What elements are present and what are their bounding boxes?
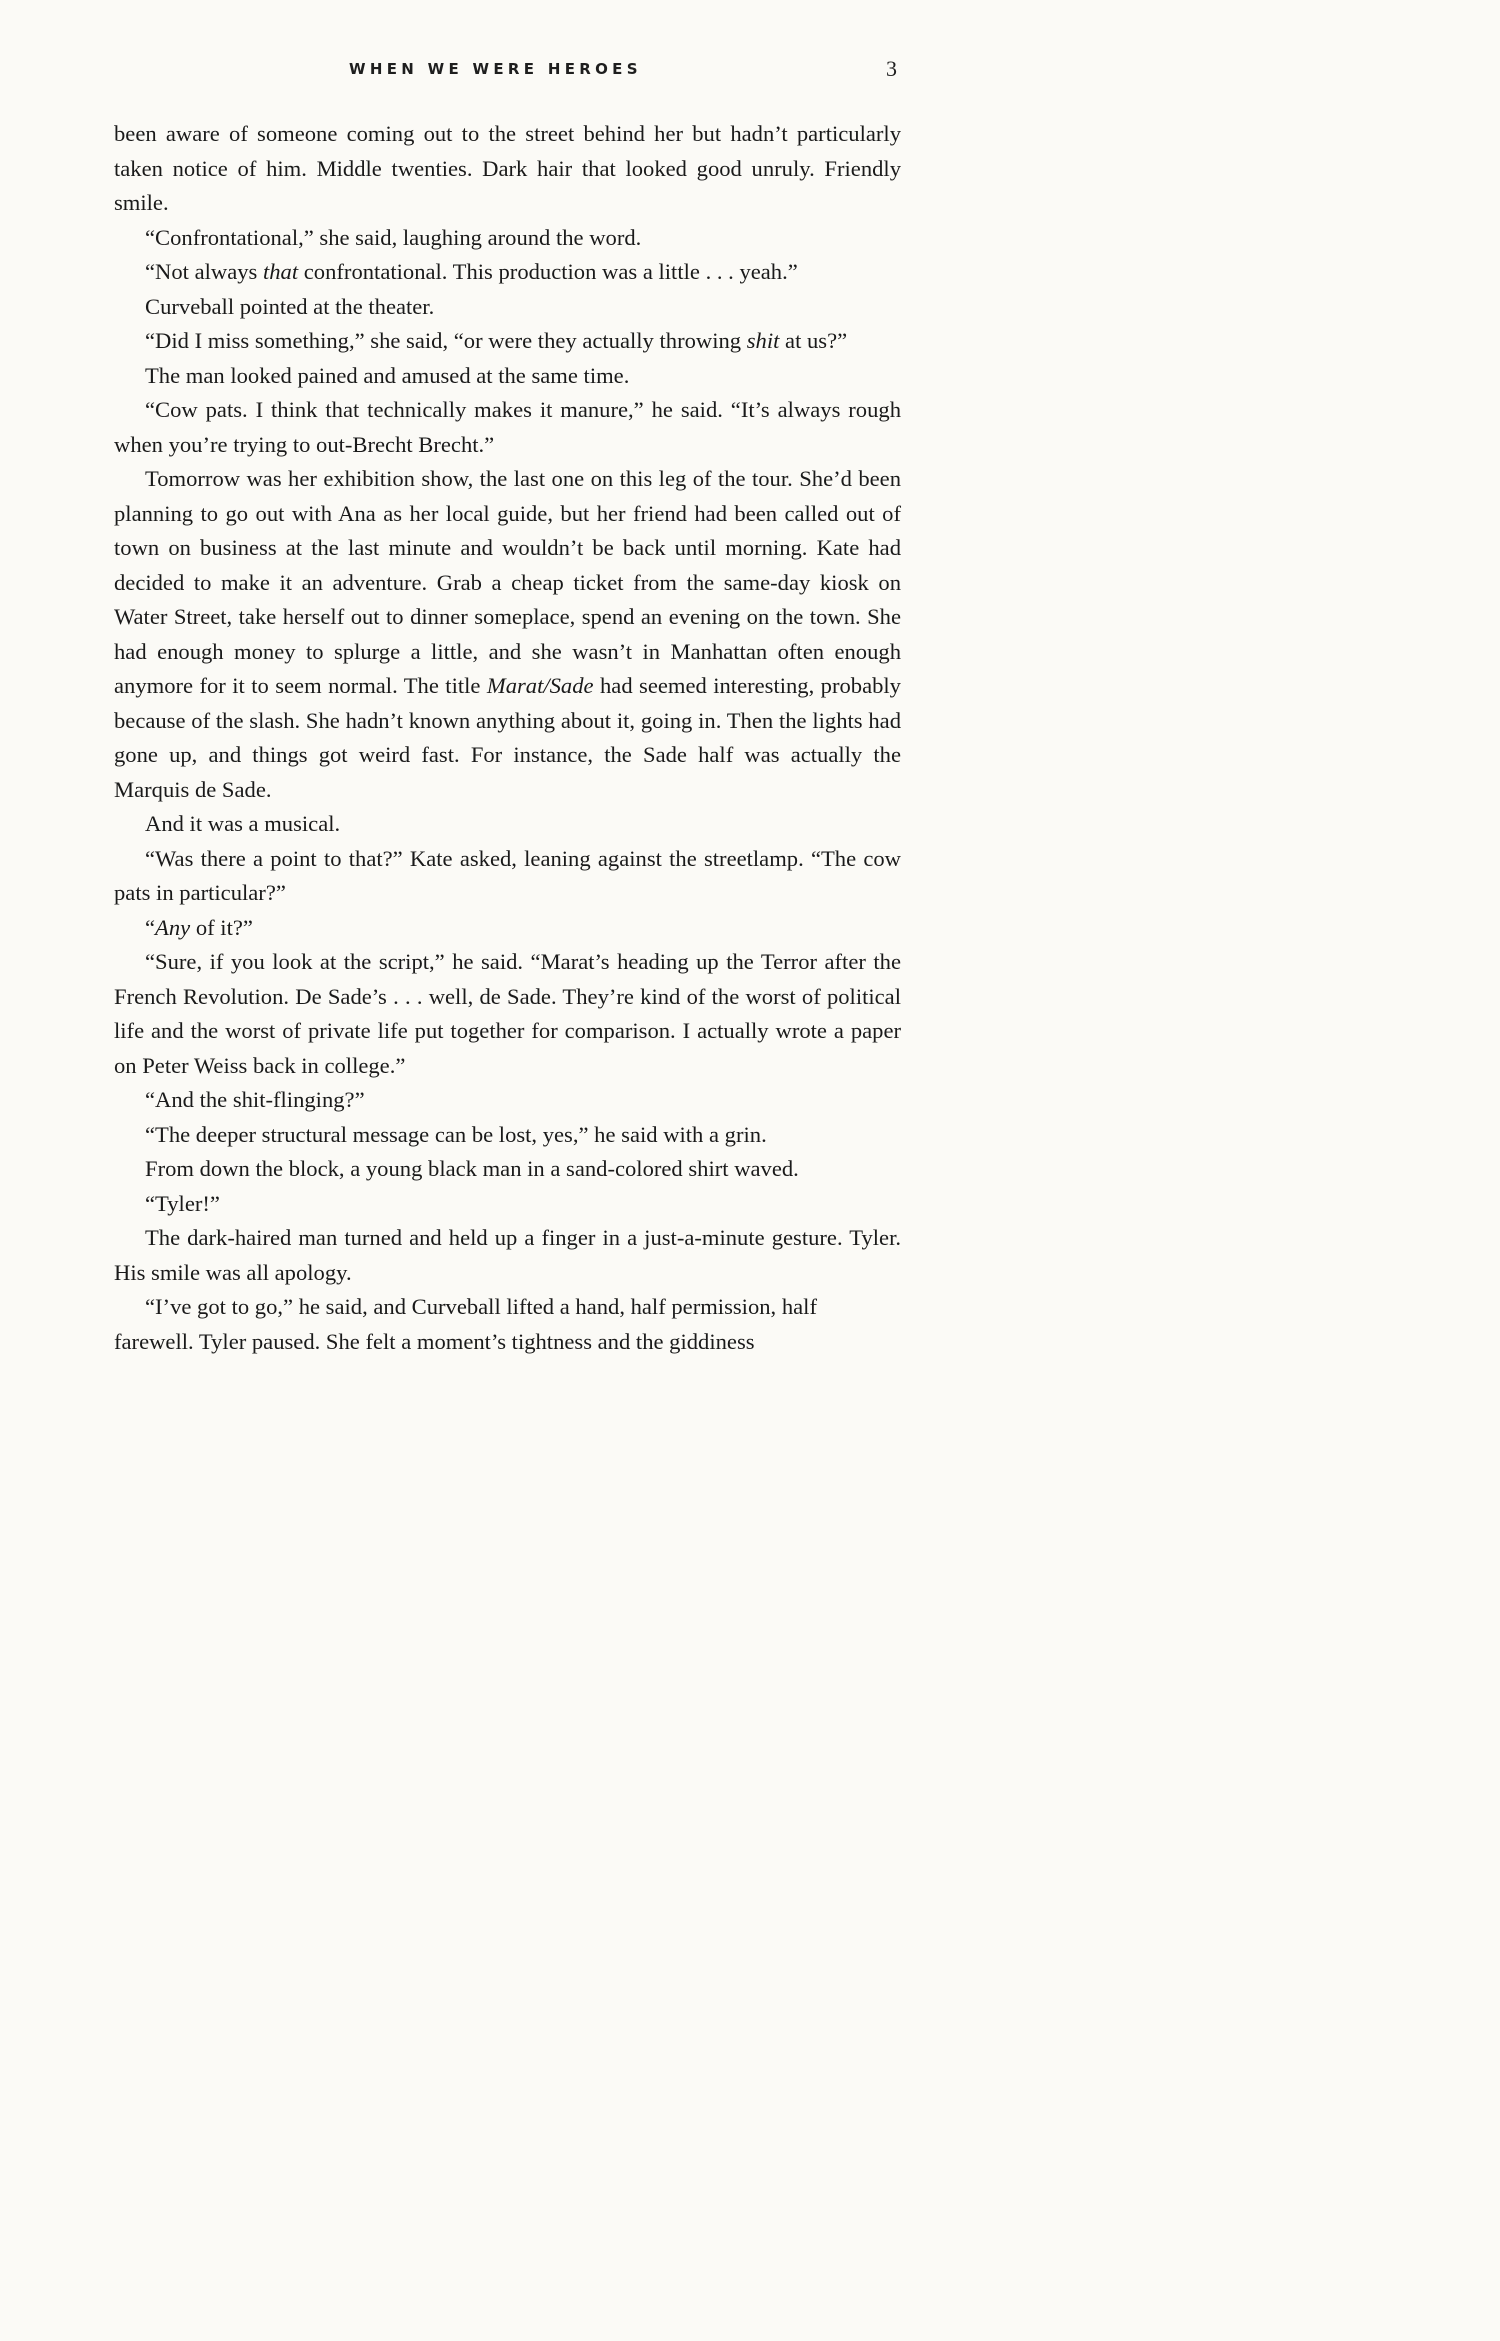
text-run: “ bbox=[145, 914, 156, 940]
text-run: “Tyler!” bbox=[145, 1190, 220, 1216]
italic-text: Any bbox=[155, 914, 191, 940]
paragraph bbox=[114, 359, 901, 394]
text-run: “The deeper structural message can be lost, yes,” he said with a grin. bbox=[145, 1121, 767, 1147]
running-head bbox=[0, 56, 1006, 86]
paragraph bbox=[114, 911, 901, 946]
paragraph bbox=[114, 945, 901, 1083]
text-run: had seemed interesting, probably because of the slash. She hadn’t known anything about it, going in. Then the lights had gone up, and things got weird fast. For instance, the Sade half was actually the Marquis de Sade. bbox=[114, 673, 901, 802]
paragraph bbox=[114, 221, 901, 256]
italic-text: shit bbox=[746, 328, 780, 353]
text-run: “Did I miss something,” she said, “or were they actually throwing bbox=[145, 328, 747, 353]
paragraph bbox=[114, 842, 901, 911]
text-run: been aware of someone coming out to the street behind her but hadn’t particularly taken notice of him. Middle twenties. Dark hair that looked good unruly. Friendly smile. bbox=[114, 121, 901, 215]
paragraph bbox=[114, 1083, 901, 1118]
text-run: Curveball pointed at the theater. bbox=[145, 293, 435, 319]
paragraph bbox=[114, 393, 901, 462]
italic-text: that bbox=[262, 259, 299, 284]
book-page bbox=[0, 0, 1006, 1570]
text-run: “Was there a point to that?” Kate asked, leaning against the streetlamp. “The cow pats in particular?” bbox=[114, 845, 901, 905]
body-text bbox=[114, 117, 901, 1359]
text-run: The dark-haired man turned and held up a finger in a just-a-minute gesture. Tyler. His smile was all apology. bbox=[114, 1225, 901, 1285]
text-run: “Not always bbox=[145, 259, 263, 284]
text-run: The man looked pained and amused at the same time. bbox=[145, 362, 630, 388]
text-run: “Sure, if you look at the script,” he said. “Marat’s heading up the Terror after the French Revolution. De Sade’s . . . well, de Sade. They’re kind of the worst of political life and the worst of private life put together for comparison. I actually wrote a paper on Peter Weiss back in college.” bbox=[114, 949, 901, 1078]
paragraph bbox=[114, 1152, 901, 1187]
paragraph bbox=[114, 1118, 901, 1153]
text-run: From down the block, a young black man in a sand-colored shirt waved. bbox=[145, 1156, 799, 1181]
text-run: at us?” bbox=[779, 328, 848, 353]
text-run: And it was a musical. bbox=[145, 811, 341, 836]
paragraph bbox=[114, 1187, 901, 1222]
text-run: “And the shit-flinging?” bbox=[145, 1087, 365, 1112]
text-run: confrontational. This production was a little . . . yeah.” bbox=[298, 259, 798, 284]
paragraph bbox=[114, 807, 901, 842]
running-head-title: WHEN WE WERE HEROES bbox=[349, 60, 642, 78]
text-run: of it?” bbox=[190, 914, 253, 940]
text-run: “Confrontational,” she said, laughing around the word. bbox=[145, 224, 642, 250]
paragraph bbox=[114, 290, 901, 325]
page-number: 3 bbox=[886, 56, 897, 81]
text-run: “Cow pats. I think that technically makes it manure,” he said. “It’s always rough when you’re trying to out-Brecht Brecht.” bbox=[114, 397, 901, 457]
text-run: “I’ve got to go,” he said, and Curveball lifted a hand, half permission, half farewell. Tyler paused. She felt a moment’s tightness and the giddiness bbox=[114, 1294, 817, 1354]
paragraph bbox=[114, 324, 901, 359]
italic-text: Marat/Sade bbox=[486, 673, 594, 698]
paragraph bbox=[114, 462, 901, 807]
paragraph bbox=[114, 255, 901, 290]
paragraph bbox=[114, 1290, 901, 1359]
paragraph bbox=[114, 1221, 901, 1290]
text-run: Tomorrow was her exhibition show, the last one on this leg of the tour. She’d been planning to go out with Ana as her local guide, but her friend had been called out of town on business at the last minute and wouldn’t be back until morning. Kate had decided to make it an adventure. Grab a cheap ticket from the same-day kiosk on Water Street, take herself out to dinner someplace, spend an evening on the town. She had enough money to splurge a little, and she wasn’t in Manhattan often enough anymore for it to seem normal. The title bbox=[114, 466, 901, 698]
paragraph bbox=[114, 117, 901, 221]
